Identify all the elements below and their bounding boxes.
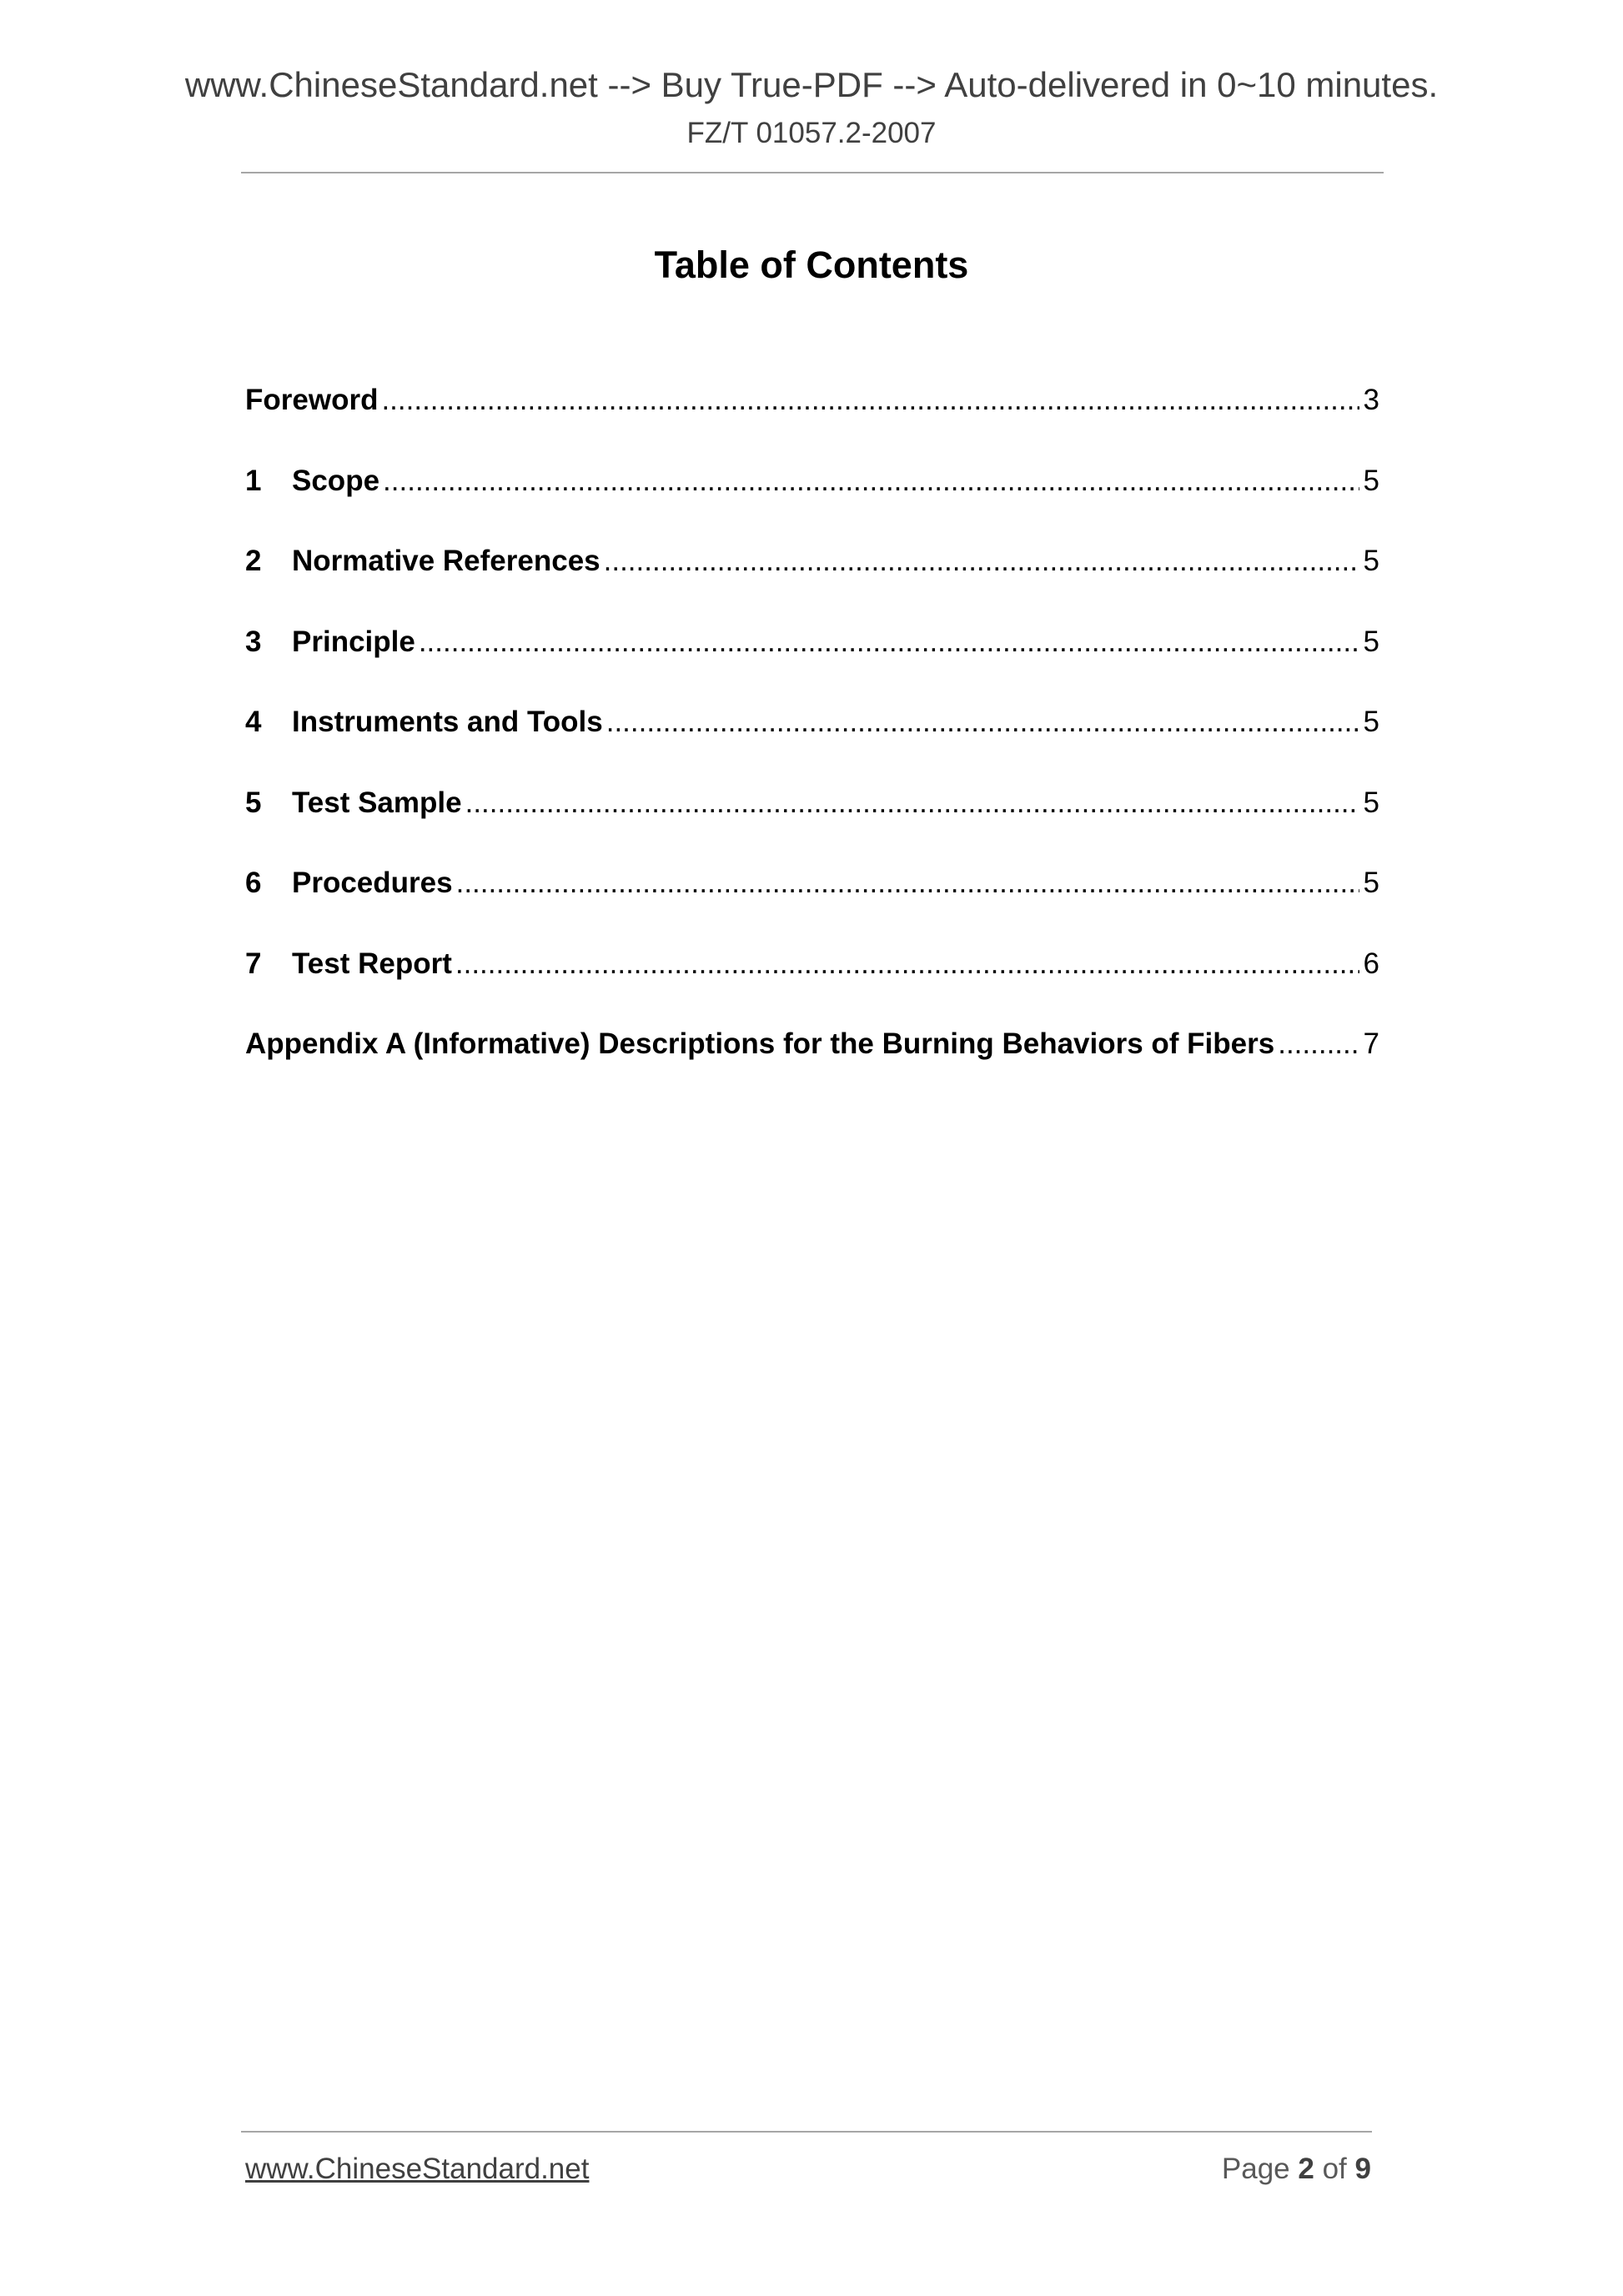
toc-entry-principle[interactable] xyxy=(245,621,1379,702)
toc-entry-page: 5 xyxy=(1363,786,1379,819)
toc-leader-dots xyxy=(465,782,1359,824)
toc-entry-foreword[interactable] xyxy=(245,379,1379,460)
toc-leader-dots xyxy=(456,862,1359,904)
toc-entry-test-report[interactable] xyxy=(245,943,1379,1024)
page-of: of xyxy=(1322,2153,1347,2185)
toc-entry-page: 5 xyxy=(1363,545,1379,577)
toc-entry-page: 7 xyxy=(1363,1027,1379,1060)
standard-code: FZ/T 01057.2-2007 xyxy=(686,117,937,149)
header-banner: www.ChineseStandard.net --> Buy True-PDF --> Auto-delivered in 0~10 minutes. xyxy=(184,65,1439,104)
toc-entry-label: Instruments and Tools xyxy=(292,706,603,738)
toc-entry-normative-references[interactable] xyxy=(245,540,1379,621)
toc-entry-number: 6 xyxy=(245,867,262,899)
toc-leader-dots xyxy=(606,701,1359,743)
toc-entry-page: 5 xyxy=(1363,625,1379,658)
toc-entry-instruments-and-tools[interactable] xyxy=(245,701,1379,782)
toc-leader-dots xyxy=(419,621,1359,663)
toc-entry-label: Foreword xyxy=(245,384,379,416)
toc-entry-number: 2 xyxy=(245,545,262,577)
toc-entry-label: Scope xyxy=(292,464,380,497)
toc-entry-label: Normative References xyxy=(292,545,600,577)
footer-divider xyxy=(241,2131,1372,2133)
current-page: 2 xyxy=(1298,2153,1314,2185)
toc-leader-dots xyxy=(455,943,1359,985)
toc-entry-label: Procedures xyxy=(292,867,453,899)
toc-entry-number: 3 xyxy=(245,625,262,658)
toc-entry-page: 5 xyxy=(1363,464,1379,497)
toc-title: Table of Contents xyxy=(654,244,969,286)
toc-entry-page: 5 xyxy=(1363,867,1379,899)
toc-leader-dots xyxy=(381,379,1359,421)
toc-entry-appendix-a[interactable] xyxy=(245,1023,1379,1104)
toc-entry-test-sample[interactable] xyxy=(245,782,1379,863)
toc-entry-label: Test Report xyxy=(292,947,452,980)
toc-entry-number: 7 xyxy=(245,947,262,980)
toc-entry-page: 3 xyxy=(1363,384,1379,416)
page-prefix: Page xyxy=(1221,2153,1290,2185)
toc-entry-label: Principle xyxy=(292,625,415,658)
toc-list xyxy=(245,379,1379,1104)
toc-entry-number: 5 xyxy=(245,786,262,819)
toc-entry-scope[interactable] xyxy=(245,460,1379,541)
toc-entry-number: 1 xyxy=(245,464,262,497)
toc-leader-dots xyxy=(383,460,1359,502)
toc-entry-procedures[interactable] xyxy=(245,862,1379,943)
toc-entry-number: 4 xyxy=(245,706,262,738)
toc-entry-page: 6 xyxy=(1363,947,1379,980)
toc-leader-dots xyxy=(1278,1023,1359,1065)
page-indicator xyxy=(1222,2153,1371,2186)
toc-entry-label: Test Sample xyxy=(292,786,462,819)
total-pages: 9 xyxy=(1354,2153,1371,2185)
toc-entry-page: 5 xyxy=(1363,706,1379,738)
header-divider xyxy=(241,172,1384,173)
toc-entry-label: Appendix A (Informative) Descriptions for the Burning Behaviors of Fibers xyxy=(245,1027,1275,1060)
footer-site-link[interactable]: www.ChineseStandard.net xyxy=(245,2153,590,2185)
toc-leader-dots xyxy=(604,540,1359,582)
